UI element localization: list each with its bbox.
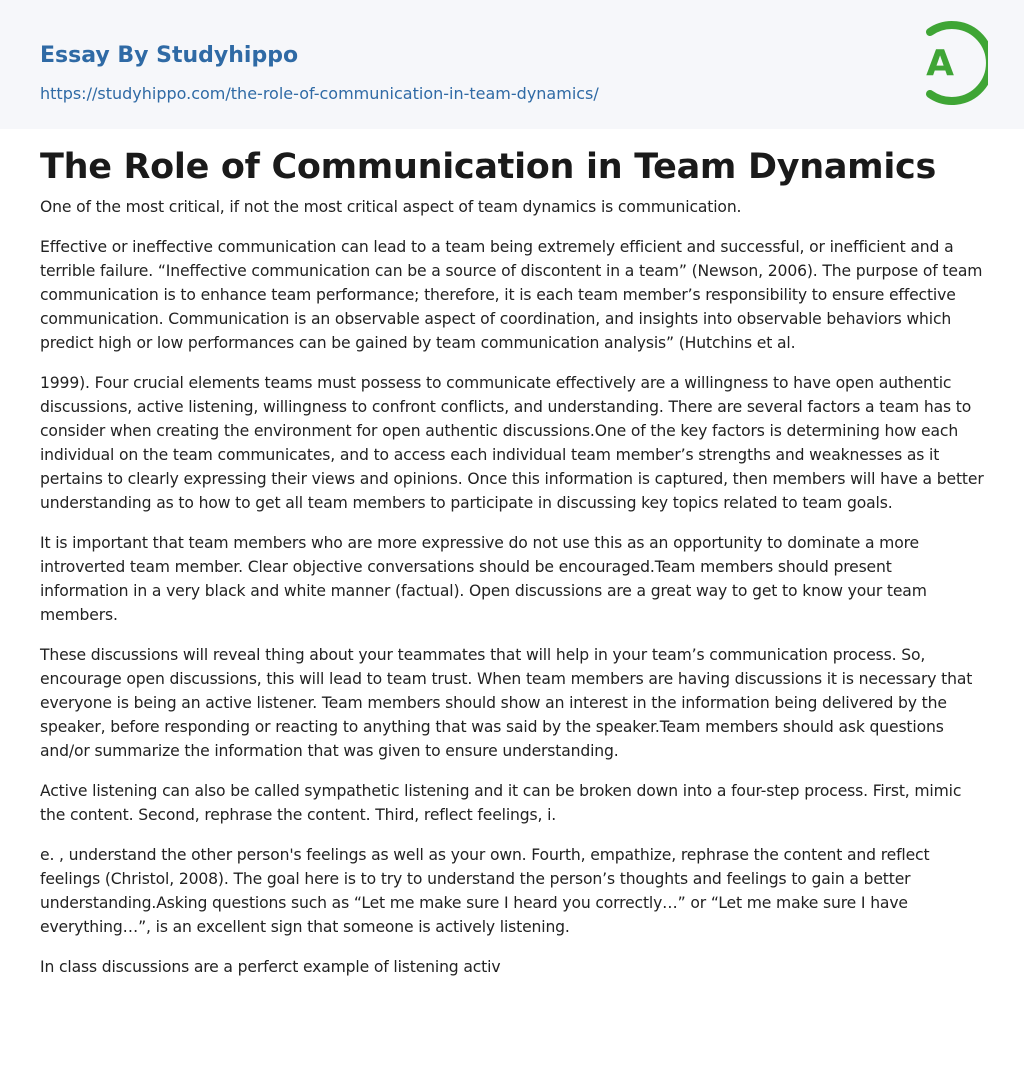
- paragraph: Effective or ineffective communication can lead to a team being extremely efficient and successful, or inefficient and a terrible failure. “Ineffective communication can be a source of discontent in a team” (Newson, 2006). The purpose of team communication is to enhance team performance; therefore, it is each team member’s responsibility to ensure effective communication. Communication is an observable aspect of coordination, and insights into observable behaviors which predict high or low performances can be gained by team communication analysis” (Hutchins et al.: [40, 238, 983, 352]
- paragraph: These discussions will reveal thing about your teammates that will help in your team’s communication process. So, encourage open discussions, this will lead to team trust. When team members are having discussions it is necessary that everyone is being an active listener. Team members should show an interest in the information being delivered by the speaker, before responding or reacting to anything that was said by the speaker.Team members should ask questions and/or summarize the information that was given to ensure understanding.: [40, 646, 973, 760]
- paragraph: e. , understand the other person's feelings as well as your own. Fourth, empathize, rephrase the content and reflect feelings (Christol, 2008). The goal here is to try to understand the person’s thoughts and feelings to gain a better understanding.Asking questions such as “Let me make sure I heard you correctly…” or “Let me make sure I have everything…”, is an excellent sign that someone is actively listening.: [40, 846, 930, 936]
- page-header: [0, 0, 1024, 129]
- paragraph: In class discussions are a perferct example of listening activ: [40, 958, 501, 976]
- paragraph: 1999). Four crucial elements teams must possess to communicate effectively are a willingness to have open authentic discussions, active listening, willingness to confront conflicts, and understanding. There are several factors a team has to consider when creating the environment for open authentic discussions.One of the key factors is determining how each individual on the team communicates, and to access each individual team member’s strengths and weaknesses as it pertains to clearly expressing their views and opinions. Once this information is captured, then members will have a better understanding as to how to get all team members to participate in discussing key topics related to team goals.: [40, 374, 984, 512]
- logo-letter: A: [926, 43, 954, 84]
- source-url-link[interactable]: https://studyhippo.com/the-role-of-communication-in-team-dynamics/: [40, 84, 599, 103]
- article: [0, 129, 1024, 979]
- paragraph: One of the most critical, if not the most critical aspect of team dynamics is communication.: [40, 198, 742, 216]
- paragraph: Active listening can also be called sympathetic listening and it can be broken down into a four-step process. First, mimic the content. Second, rephrase the content. Third, reflect feelings, i.: [40, 782, 962, 824]
- studyhippo-logo-icon[interactable]: [910, 18, 988, 106]
- brand-title[interactable]: Essay By Studyhippo: [40, 43, 299, 68]
- page-title: The Role of Communication in Team Dynamics: [40, 147, 937, 187]
- paragraph: It is important that team members who are more expressive do not use this as an opportunity to dominate a more introverted team member. Clear objective conversations should be encouraged.Team members should present information in a very black and white manner (factual). Open discussions are a great way to get to know your team members.: [40, 534, 927, 624]
